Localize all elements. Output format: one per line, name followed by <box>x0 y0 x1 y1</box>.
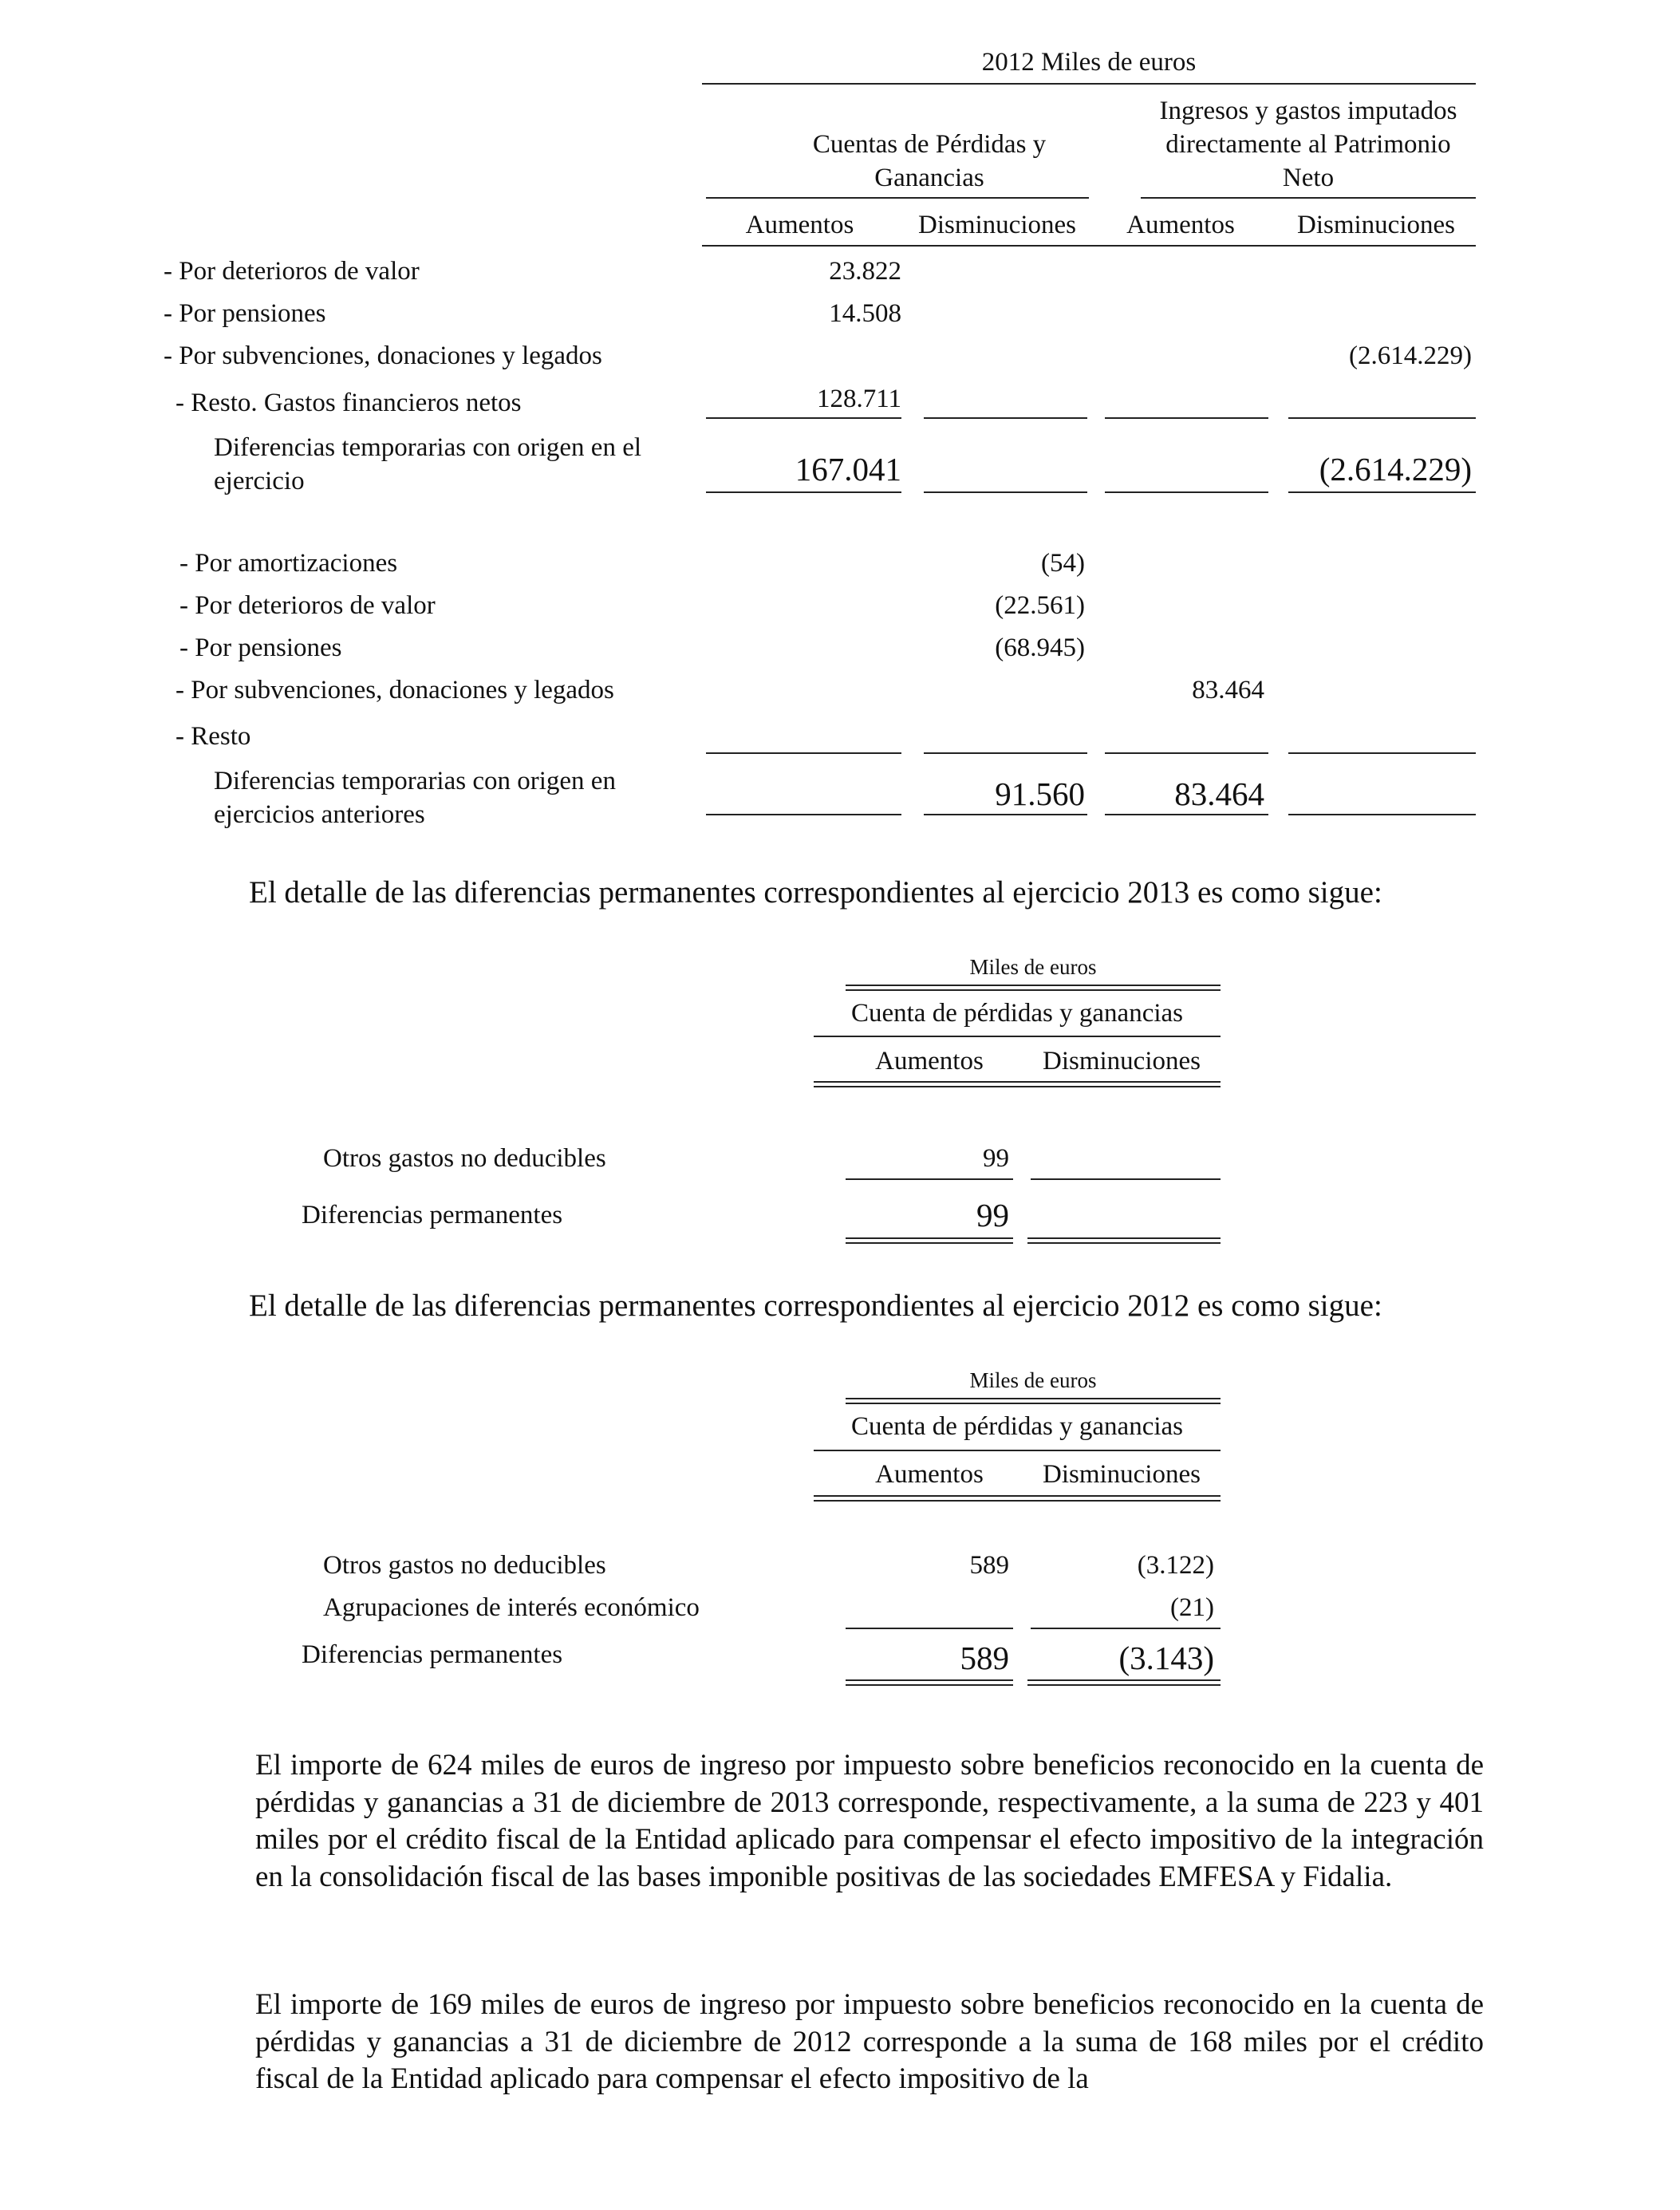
total-value: 589 <box>960 1640 1009 1676</box>
row-label: - Por deterioros de valor <box>179 591 436 620</box>
row-label: - Por amortizaciones <box>179 549 398 578</box>
cell-value: (21) <box>1170 1593 1214 1622</box>
row-label: - Por deterioros de valor <box>164 257 420 286</box>
total-value: (3.143) <box>1118 1640 1214 1676</box>
col-header-disminuciones: Disminuciones <box>1043 1047 1201 1075</box>
cell-value: 589 <box>969 1551 1009 1580</box>
total-rule <box>1288 491 1476 493</box>
table-units: Miles de euros <box>969 1368 1097 1392</box>
cell-value: (22.561) <box>995 591 1085 620</box>
subtotal-rule <box>1031 1178 1221 1180</box>
col-header-aumentos-pyg: Aumentos <box>745 211 854 239</box>
col-header-double-rule <box>814 1081 1221 1087</box>
cell-value: 128.711 <box>816 385 901 413</box>
subtotal-rule <box>1105 752 1268 754</box>
col-header-aumentos: Aumentos <box>875 1047 984 1075</box>
cell-value: 14.508 <box>829 299 901 328</box>
paragraph-2012-tax-income: El importe de 169 miles de euros de ingreso por impuesto sobre beneficios reconocido en la cuenta de pérdidas y ganancias a 31 de diciembre de 2012 corresponde a la suma de 168 miles por el crédito fiscal de la Entidad aplicado para compensar el efecto impositivo de la <box>255 1988 1484 2095</box>
intro-2012: El detalle de las diferencias permanentes correspondientes al ejercicio 2012 es como sigue: <box>249 1289 1382 1323</box>
paragraph-2013-tax-income: El importe de 624 miles de euros de ingreso por impuesto sobre beneficios reconocido en la cuenta de pérdidas y ganancias a 31 de diciembre de 2013 corresponde, respectivamente, a la suma de 223 y 401 miles por el crédito fiscal de la Entidad aplicado para compensar el efecto impositivo de la integración en la consolidación fiscal de las bases imponible positivas de las sociedades EMFESA y Fidalia. <box>255 1749 1484 1893</box>
col-header-aumentos: Aumentos <box>875 1460 984 1489</box>
col-header-disminuciones-pyg: Disminuciones <box>918 211 1076 239</box>
row-label: Agrupaciones de interés económico <box>323 1593 700 1622</box>
row-label: - Por subvenciones, donaciones y legados <box>175 676 614 704</box>
total-value: 99 <box>976 1197 1009 1233</box>
row-label: - Por pensiones <box>179 633 342 662</box>
group-header-pyg: Cuentas de Pérdidas y Ganancias <box>812 130 1047 192</box>
group-header-patrimonio: Ingresos y gastos imputados directamente al Patrimonio Neto <box>1159 97 1457 192</box>
group-rule <box>814 1450 1221 1451</box>
row-label: Otros gastos no deducibles <box>323 1551 606 1580</box>
subtotal-rule <box>924 417 1087 419</box>
row-label: Otros gastos no deducibles <box>323 1144 606 1173</box>
subtotal-rule <box>1288 752 1476 754</box>
group-rule <box>814 1036 1221 1037</box>
total-label: Diferencias permanentes <box>302 1640 563 1669</box>
group-header: Cuenta de pérdidas y ganancias <box>850 1412 1183 1441</box>
col-header-rule <box>702 245 1476 247</box>
group-rule-patrimonio <box>1141 197 1476 199</box>
total-value: 91.560 <box>995 775 1085 812</box>
row-label: - Por pensiones <box>164 299 326 328</box>
total-value: 83.464 <box>1174 775 1264 812</box>
subtotal-rule <box>1031 1628 1221 1629</box>
col-header-aumentos-pn: Aumentos <box>1126 211 1235 239</box>
total-label: Diferencias temporarias con origen en el ejercicio <box>214 433 642 495</box>
cell-value: 83.464 <box>1192 676 1264 704</box>
subtotal-rule <box>706 417 901 419</box>
subtotal-rule <box>846 1628 1013 1629</box>
cell-value: 99 <box>983 1144 1009 1173</box>
intro-2013: El detalle de las diferencias permanentes correspondientes al ejercicio 2013 es como sigue: <box>249 875 1382 910</box>
cell-value: (2.614.229) <box>1349 341 1472 370</box>
total-value: (2.614.229) <box>1319 451 1472 487</box>
subtotal-rule <box>924 752 1087 754</box>
header-double-rule <box>846 985 1221 991</box>
cell-value: (3.122) <box>1137 1551 1214 1580</box>
col-header-disminuciones: Disminuciones <box>1043 1460 1201 1489</box>
row-label: - Resto. Gastos financieros netos <box>175 389 522 417</box>
total-value: 167.041 <box>795 451 901 487</box>
table-year-title: 2012 Miles de euros <box>981 48 1197 77</box>
subtotal-rule <box>1105 417 1268 419</box>
subtotal-rule <box>1288 417 1476 419</box>
total-double-rule <box>846 1679 1013 1686</box>
total-rule <box>1105 814 1268 815</box>
total-double-rule <box>1027 1237 1221 1244</box>
row-label: - Por subvenciones, donaciones y legados <box>164 341 602 370</box>
total-rule <box>1288 814 1476 815</box>
total-label: Diferencias temporarias con origen en ejercicios anteriores <box>214 767 616 829</box>
col-header-double-rule <box>814 1495 1221 1502</box>
group-header: Cuenta de pérdidas y ganancias <box>850 999 1183 1028</box>
total-rule <box>706 814 901 815</box>
total-rule <box>1105 491 1268 493</box>
total-rule <box>924 491 1087 493</box>
total-label: Diferencias permanentes <box>302 1201 563 1229</box>
subtotal-rule <box>706 752 901 754</box>
row-label: - Resto <box>175 722 251 751</box>
total-rule <box>706 491 901 493</box>
cell-value: (68.945) <box>995 633 1085 662</box>
col-header-disminuciones-pn: Disminuciones <box>1297 211 1455 239</box>
subtotal-rule <box>846 1178 1013 1180</box>
header-rule <box>702 83 1476 85</box>
cell-value: 23.822 <box>829 257 901 286</box>
header-double-rule <box>846 1398 1221 1404</box>
total-double-rule <box>846 1237 1013 1244</box>
group-rule-pyg <box>706 197 1089 199</box>
table-units: Miles de euros <box>969 955 1097 979</box>
cell-value: (54) <box>1041 549 1085 578</box>
total-rule <box>924 814 1087 815</box>
total-double-rule <box>1027 1679 1221 1686</box>
